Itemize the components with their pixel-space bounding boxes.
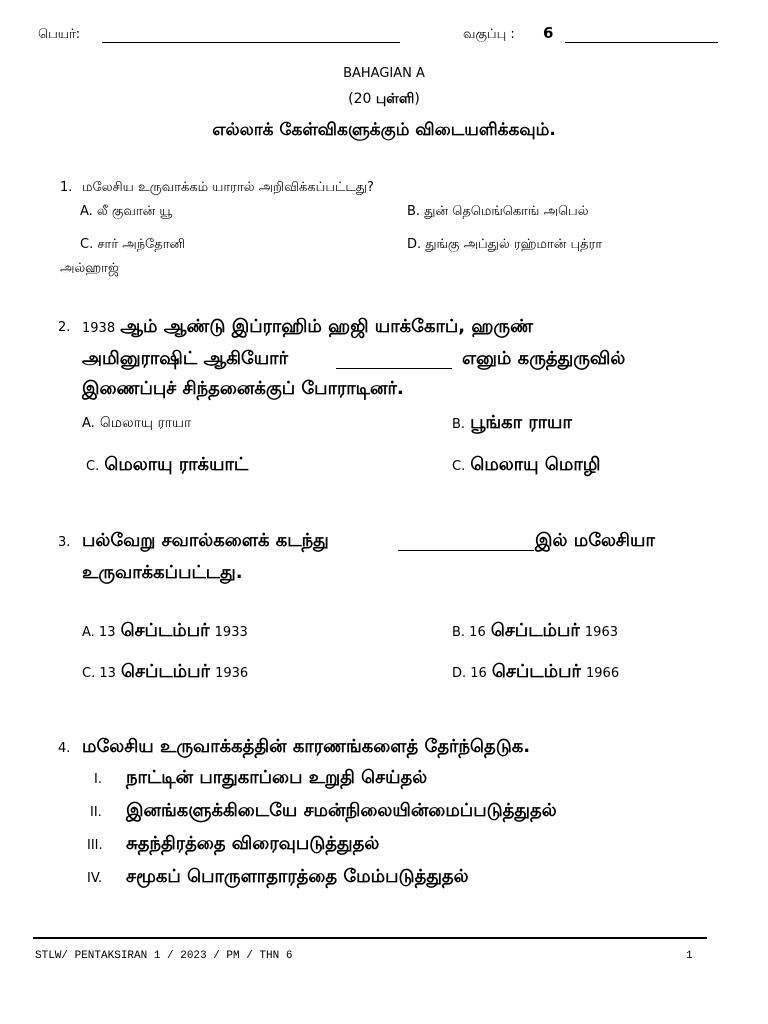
q3-option-b-pre: B. 16 [452, 625, 486, 640]
q3-option-d-month: செப்டம்பர் [491, 661, 581, 682]
q2-number: 2. [58, 320, 71, 335]
class-value: 6 [543, 24, 554, 42]
q4-item-1-roman: I. [94, 772, 102, 787]
q3-option-c-pre: C. 13 [82, 666, 116, 681]
q2-option-d[interactable] [452, 454, 600, 477]
footer-rule [33, 937, 707, 939]
class-field-line[interactable] [565, 42, 718, 43]
q3-option-a-pre: A. 13 [82, 625, 116, 640]
q2-option-c[interactable] [86, 454, 248, 477]
q2-option-d-letter: C. [452, 459, 466, 474]
marks-word: புள்ளி [375, 91, 415, 107]
q2-line2-a: அமினுராஷிட் ஆகியோர் [82, 348, 288, 369]
marks-close: ) [414, 91, 420, 107]
q2-option-a-text: மெலாயு ராயா [99, 415, 192, 431]
q2-option-c-letter: C. [86, 459, 100, 474]
name-label: பெயர்: [38, 27, 81, 42]
q2-option-b-text: பூங்கா ராயா [470, 412, 572, 433]
q2-line2-b: எனும் கருத்துருவில் [462, 348, 626, 369]
q3-line2: உருவாக்கப்பட்டது. [82, 562, 243, 583]
q3-blank[interactable] [398, 550, 534, 551]
q2-option-d-text: மெலாயு மொழி [470, 454, 601, 475]
q2-option-b-letter: B. [452, 417, 466, 432]
instruction: எல்லாக் கேள்விகளுக்கும் விடையளிக்கவும். [212, 120, 556, 140]
q2-option-a-letter: A. [82, 416, 95, 431]
page-number: 1 [686, 950, 693, 962]
q4-item-2-roman: II. [90, 805, 102, 820]
q1-option-b[interactable]: B. துன் தெமெங்கொங் அபெல் [407, 204, 589, 219]
q3-option-b-year: 1963 [584, 625, 618, 640]
q1-number: 1. [60, 180, 73, 195]
q1-text: மலேசிய உருவாக்கம் யாரால் அறிவிக்கப்பட்டது? [82, 180, 374, 195]
q3-option-a-month: செப்டம்பர் [120, 620, 210, 641]
q2-year: 1938 [82, 321, 116, 336]
marks-line [0, 91, 768, 109]
q3-option-b[interactable] [452, 620, 618, 643]
q3-option-b-month: செப்டம்பர் [490, 620, 580, 641]
q2-line3: இணைப்புச் சிந்தனைக்குப் போராடினர். [82, 378, 404, 399]
q1-option-d[interactable]: D. துங்கு அப்துல் ரஹ்மான் புத்ரா [407, 237, 603, 252]
q2-option-b[interactable] [452, 412, 572, 435]
q4-number: 4. [58, 741, 71, 756]
q4-item-3-text: சுதந்திரத்தை விரைவுபடுத்துதல் [126, 833, 380, 854]
q2-blank[interactable] [336, 368, 452, 369]
marks-open: (20 [348, 91, 372, 107]
section-title: BAHAGIAN A [343, 66, 425, 81]
q3-line1-b: இல் மலேசியா [535, 530, 655, 551]
q4-item-1-text: நாட்டின் பாதுகாப்பை உறுதி செய்தல் [126, 767, 428, 788]
q1-option-d-cont: அல்ஹாஜ் [60, 261, 119, 276]
q4-item-4-text: சமூகப் பொருளாதாரத்தை மேம்படுத்துதல் [126, 866, 469, 887]
q2-line1 [82, 316, 533, 339]
q4-item-4-roman: IV. [87, 871, 103, 886]
footer-code: STLW/ PENTAKSIRAN 1 / 2023 / PM / THN 6 [35, 950, 293, 962]
class-label: வகுப்பு : [463, 27, 515, 42]
q4-item-3-roman: III. [87, 838, 103, 853]
q3-option-d-year: 1966 [586, 666, 620, 681]
q3-option-d[interactable] [452, 661, 619, 684]
q3-option-d-pre: D. 16 [452, 666, 487, 681]
q2-option-a[interactable] [82, 412, 191, 433]
q3-option-c[interactable] [82, 661, 248, 684]
q1-option-c[interactable]: C. சார் அந்தோனி [80, 237, 186, 252]
q3-number: 3. [58, 535, 71, 550]
q2-line1-text: ஆம் ஆண்டு இப்ராஹிம் ஹஜி யாக்கோப், ஹருண் [120, 316, 534, 337]
q3-option-c-month: செப்டம்பர் [120, 661, 210, 682]
q4-item-2-text: இனங்களுக்கிடையே சமன்நிலையின்மைப்படுத்துதல் [126, 800, 557, 821]
q3-option-a-year: 1933 [214, 625, 248, 640]
q4-text: மலேசிய உருவாக்கத்தின் காரணங்களைத் தேர்ந்தெடுக. [82, 736, 531, 757]
q3-option-a[interactable] [82, 620, 248, 643]
name-field-line[interactable] [102, 42, 400, 43]
q2-option-c-text: மெலாயு ராக்யாட் [104, 454, 249, 475]
q3-line1-a: பல்வேறு சவால்களைக் கடந்து [82, 530, 329, 551]
q1-option-a[interactable]: A. லீ குவான் யூ [80, 204, 173, 219]
q3-option-c-year: 1936 [215, 666, 249, 681]
